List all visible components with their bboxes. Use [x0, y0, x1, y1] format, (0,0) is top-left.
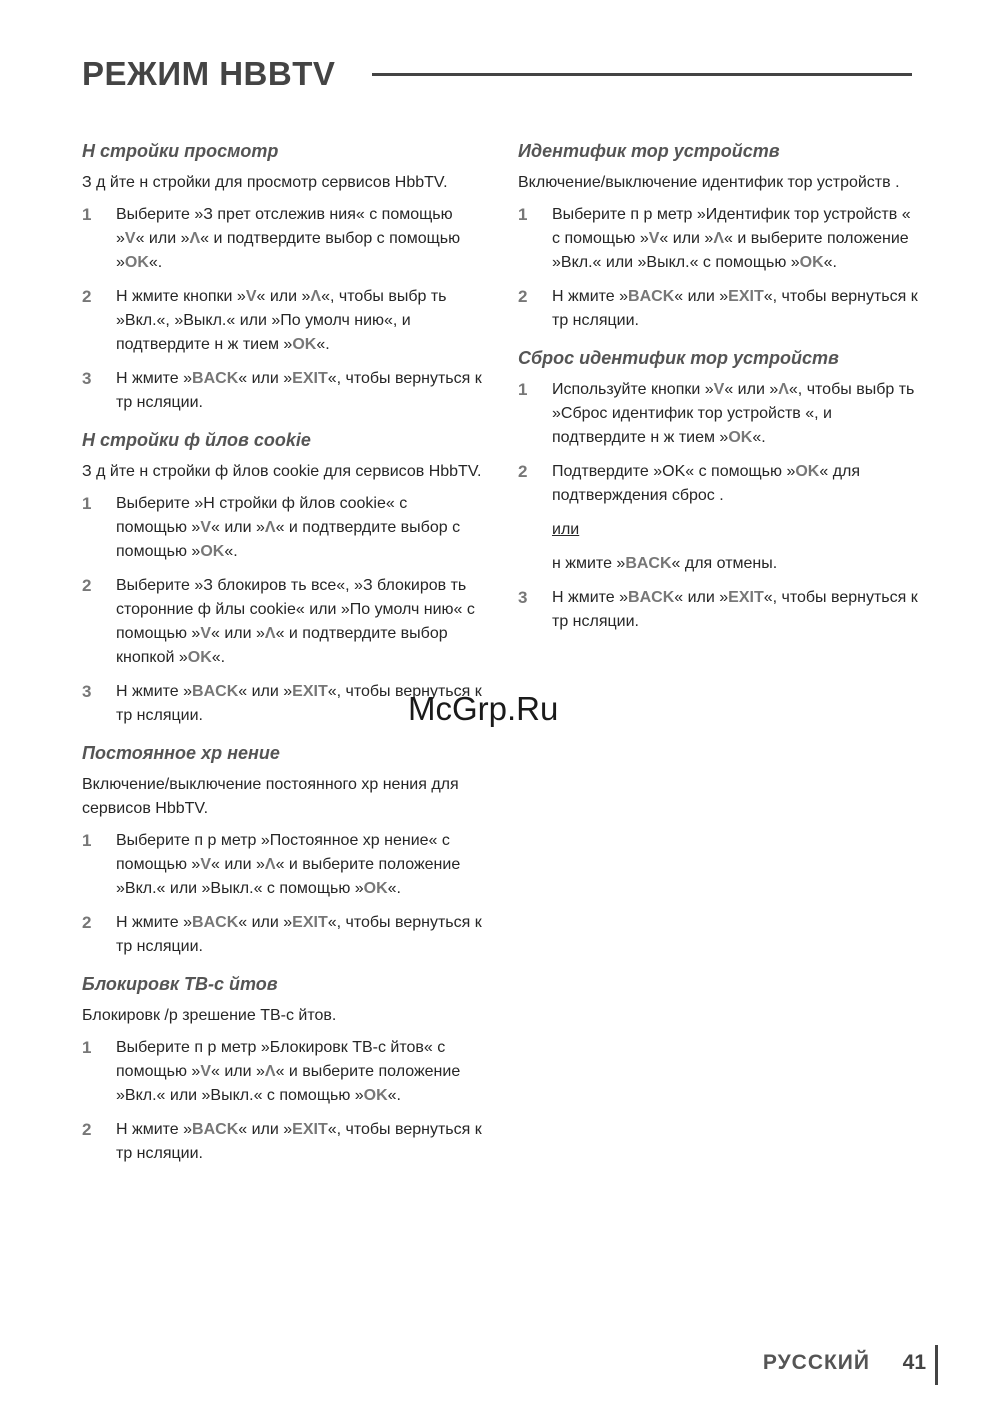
- step-number: 3: [82, 682, 92, 701]
- section-intro: З д йте н стройки для просмотр сервисов HbbTV.: [82, 174, 448, 191]
- text-segment: Н жмите »: [116, 370, 193, 387]
- key-label: BACK: [192, 683, 239, 700]
- step-text: [116, 1036, 482, 1108]
- text-segment: Н жмите »: [116, 914, 193, 931]
- key-label: BACK: [628, 288, 675, 305]
- key-label: OK: [187, 649, 212, 666]
- section-cookie-settings: [82, 427, 482, 728]
- step-number: 2: [82, 1120, 92, 1139]
- text-segment: «, чтобы вернуться к тр нсляции.: [552, 589, 918, 630]
- key-label: V: [124, 230, 136, 247]
- key-label: V: [200, 1063, 211, 1080]
- step: [82, 203, 482, 275]
- step-number: 2: [518, 287, 528, 306]
- text-segment: « или »: [210, 856, 265, 873]
- text-segment: « или »: [210, 1063, 265, 1080]
- page-title: РЕЖИМ HBBTV: [82, 55, 336, 92]
- section-title: Н стройки ф йлов cookie: [82, 430, 311, 450]
- key-label: OK: [363, 1087, 388, 1104]
- step-number: 1: [518, 205, 528, 224]
- text-segment: « для подтверждения сброс .: [552, 463, 861, 504]
- key-label: Λ: [264, 1063, 276, 1080]
- step: [82, 574, 482, 670]
- step-number: 1: [82, 1038, 92, 1057]
- left-column: [82, 138, 482, 1178]
- step-text: [116, 285, 482, 357]
- key-label: EXIT: [292, 1121, 328, 1138]
- step: [518, 586, 923, 634]
- text-segment: Выберите п р метр »Постоянное хр нение« с помощью »: [116, 832, 450, 873]
- text-segment: « или »: [210, 625, 265, 642]
- step-text: [552, 203, 923, 275]
- text-segment: Н жмите »: [116, 1121, 193, 1138]
- section-title: Н стройки просмотр: [82, 141, 279, 161]
- text-segment: « и подтвердите выбор кнопкой »: [116, 625, 448, 666]
- key-label: V: [200, 519, 211, 536]
- text-segment: « и подтвердите выбор с помощью »: [116, 519, 461, 560]
- section-device-id: [518, 138, 923, 333]
- text-segment: « или »: [724, 381, 779, 398]
- key-label: OK: [200, 543, 225, 560]
- text-segment: Выберите »З прет отслежив ния« с помощью »: [116, 206, 453, 247]
- step-text: [552, 285, 923, 333]
- text-segment: « или »: [659, 230, 714, 247]
- key-label: OK: [728, 429, 753, 446]
- cancel-text: [552, 552, 923, 576]
- text-segment: Н жмите »: [552, 589, 629, 606]
- step-number: 2: [82, 287, 92, 306]
- text-segment: «.: [387, 880, 401, 897]
- key-label: V: [648, 230, 660, 247]
- key-label: OK: [799, 254, 824, 271]
- key-label: EXIT: [292, 683, 328, 700]
- step: [82, 1036, 482, 1108]
- text-segment: «, чтобы вернуться к тр нсляции.: [116, 683, 482, 724]
- footer-language: РУССКИЙ: [762, 1351, 870, 1374]
- key-label: OK: [795, 463, 820, 480]
- text-segment: « или »: [674, 589, 729, 606]
- step-text: [552, 586, 923, 634]
- key-label: V: [245, 288, 257, 305]
- text-segment: Выберите »З блокиров ть все«, »З блокиров ть сторонние ф йлы cookie« или »По умолч нию« с помощью »: [116, 577, 475, 642]
- text-segment: « и выберите положение »Вкл.« или »Выкл.« с помощью »: [116, 856, 461, 897]
- step: [82, 285, 482, 357]
- step: [518, 203, 923, 275]
- key-label: BACK: [628, 589, 675, 606]
- key-label: OK: [363, 880, 388, 897]
- text-segment: «.: [823, 254, 837, 271]
- step-text: [552, 460, 923, 508]
- step-number: 2: [518, 462, 528, 481]
- key-label: Λ: [264, 856, 276, 873]
- text-segment: « или »: [210, 519, 265, 536]
- step-number: 3: [518, 588, 528, 607]
- key-label: Λ: [264, 625, 276, 642]
- text-segment: «, чтобы вернуться к тр нсляции.: [116, 914, 482, 955]
- text-segment: « для отмены.: [671, 555, 778, 572]
- key-label: OK: [292, 336, 317, 353]
- text-segment: « и выберите положение »Вкл.« или »Выкл.« с помощью »: [116, 1063, 461, 1104]
- or-text: или: [552, 521, 580, 538]
- text-segment: «.: [316, 336, 330, 353]
- step-number: 1: [82, 494, 92, 513]
- text-segment: « и выберите положение »Вкл.« или »Выкл.« с помощью »: [552, 230, 909, 271]
- section-persistent-storage: [82, 740, 482, 959]
- text-segment: Выберите »Н стройки ф йлов cookie« с помощью »: [116, 495, 408, 536]
- step-text: [116, 492, 482, 564]
- step: [82, 492, 482, 564]
- page-number: 41: [902, 1351, 926, 1374]
- text-segment: «, чтобы вернуться к тр нсляции.: [116, 1121, 482, 1162]
- text-segment: «, чтобы выбр ть »Сброс идентифик тор устройств «, и подтвердите н ж тием »: [552, 381, 915, 446]
- footer-rule: [935, 1345, 938, 1385]
- step-number: 1: [518, 380, 528, 399]
- step-text: [116, 1118, 482, 1166]
- key-label: EXIT: [292, 914, 328, 931]
- text-segment: Используйте кнопки »: [552, 381, 714, 398]
- step-number: 3: [82, 369, 92, 388]
- key-label: BACK: [192, 370, 239, 387]
- text-segment: « или »: [238, 683, 293, 700]
- step-number: 1: [82, 831, 92, 850]
- watermark: McGrp.Ru: [408, 690, 559, 727]
- text-segment: «, чтобы вернуться к тр нсляции.: [552, 288, 918, 329]
- text-segment: «.: [148, 254, 163, 271]
- text-segment: «.: [224, 543, 238, 560]
- text-segment: Н жмите »: [116, 683, 193, 700]
- text-segment: « или »: [238, 914, 293, 931]
- key-label: BACK: [192, 1121, 239, 1138]
- section-title: Блокировк ТВ-с йтов: [82, 974, 278, 994]
- section-intro: Блокировк /р зрешение ТВ-с йтов.: [82, 1007, 337, 1024]
- key-label: BACK: [192, 914, 239, 931]
- key-label: Λ: [310, 288, 322, 305]
- text-segment: н жмите »: [552, 555, 626, 572]
- key-label: V: [713, 381, 725, 398]
- step-text: [116, 574, 482, 670]
- section-title: Постоянное хр нение: [82, 743, 280, 763]
- text-segment: «.: [387, 1087, 401, 1104]
- text-segment: «, чтобы выбр ть »Вкл.«, »Выкл.« или »По умолч нию«, и подтвердите н ж тием »: [116, 288, 447, 353]
- step-number: 1: [82, 205, 92, 224]
- key-label: Λ: [713, 230, 724, 247]
- section-title: Идентифик тор устройств: [518, 141, 780, 161]
- step-text: [552, 378, 923, 450]
- key-label: V: [200, 856, 211, 873]
- section-intro: З д йте н стройки ф йлов cookie для сервисов HbbTV.: [82, 463, 482, 480]
- text-segment: «, чтобы вернуться к тр нсляции.: [116, 370, 482, 411]
- step-text: [116, 367, 482, 415]
- step-number: 2: [82, 576, 92, 595]
- section-device-id-reset: [518, 345, 923, 634]
- text-segment: « и подтвердите выбор с помощью »: [116, 230, 461, 271]
- right-column: [518, 138, 923, 646]
- text-segment: Н жмите »: [552, 288, 629, 305]
- key-label: EXIT: [728, 288, 764, 305]
- text-segment: « или »: [238, 1121, 293, 1138]
- key-label: V: [200, 625, 211, 642]
- step: [518, 378, 923, 450]
- text-segment: Выберите п р метр »Блокировк ТВ-с йтов« с помощью »: [116, 1039, 446, 1080]
- title-rule: [372, 73, 912, 76]
- key-label: BACK: [625, 555, 672, 572]
- text-segment: Выберите п р метр »Идентифик тор устройств « с помощью »: [552, 206, 911, 247]
- text-segment: « или »: [674, 288, 729, 305]
- key-label: EXIT: [728, 589, 764, 606]
- step: [82, 1118, 482, 1166]
- page-header: [82, 52, 912, 96]
- key-label: OK: [124, 254, 149, 271]
- text-segment: « или »: [238, 370, 293, 387]
- step-number: 2: [82, 913, 92, 932]
- key-label: Λ: [189, 230, 201, 247]
- step: [518, 285, 923, 333]
- step: [82, 911, 482, 959]
- step-text: [116, 829, 482, 901]
- step: [82, 829, 482, 901]
- key-label: Λ: [778, 381, 789, 398]
- text-segment: «.: [752, 429, 766, 446]
- text-segment: Н жмите кнопки »: [116, 288, 246, 305]
- key-label: Λ: [264, 519, 276, 536]
- step: [518, 460, 923, 508]
- section-intro: Включение/выключение идентифик тор устройств .: [518, 174, 900, 191]
- step-text: [116, 911, 482, 959]
- section-title: Сброс идентифик тор устройств: [518, 348, 839, 368]
- step: [82, 367, 482, 415]
- section-intro: Включение/выключение постоянного хр нения для сервисов HbbTV.: [82, 776, 459, 817]
- key-label: EXIT: [292, 370, 328, 387]
- text-segment: «.: [211, 649, 226, 666]
- text-segment: « или »: [256, 288, 311, 305]
- text-segment: Подтвердите »OK« с помощью »: [552, 463, 796, 480]
- section-view-settings: [82, 138, 482, 415]
- step-text: [116, 203, 482, 275]
- text-segment: « или »: [135, 230, 190, 247]
- section-tv-site-blocking: [82, 971, 482, 1166]
